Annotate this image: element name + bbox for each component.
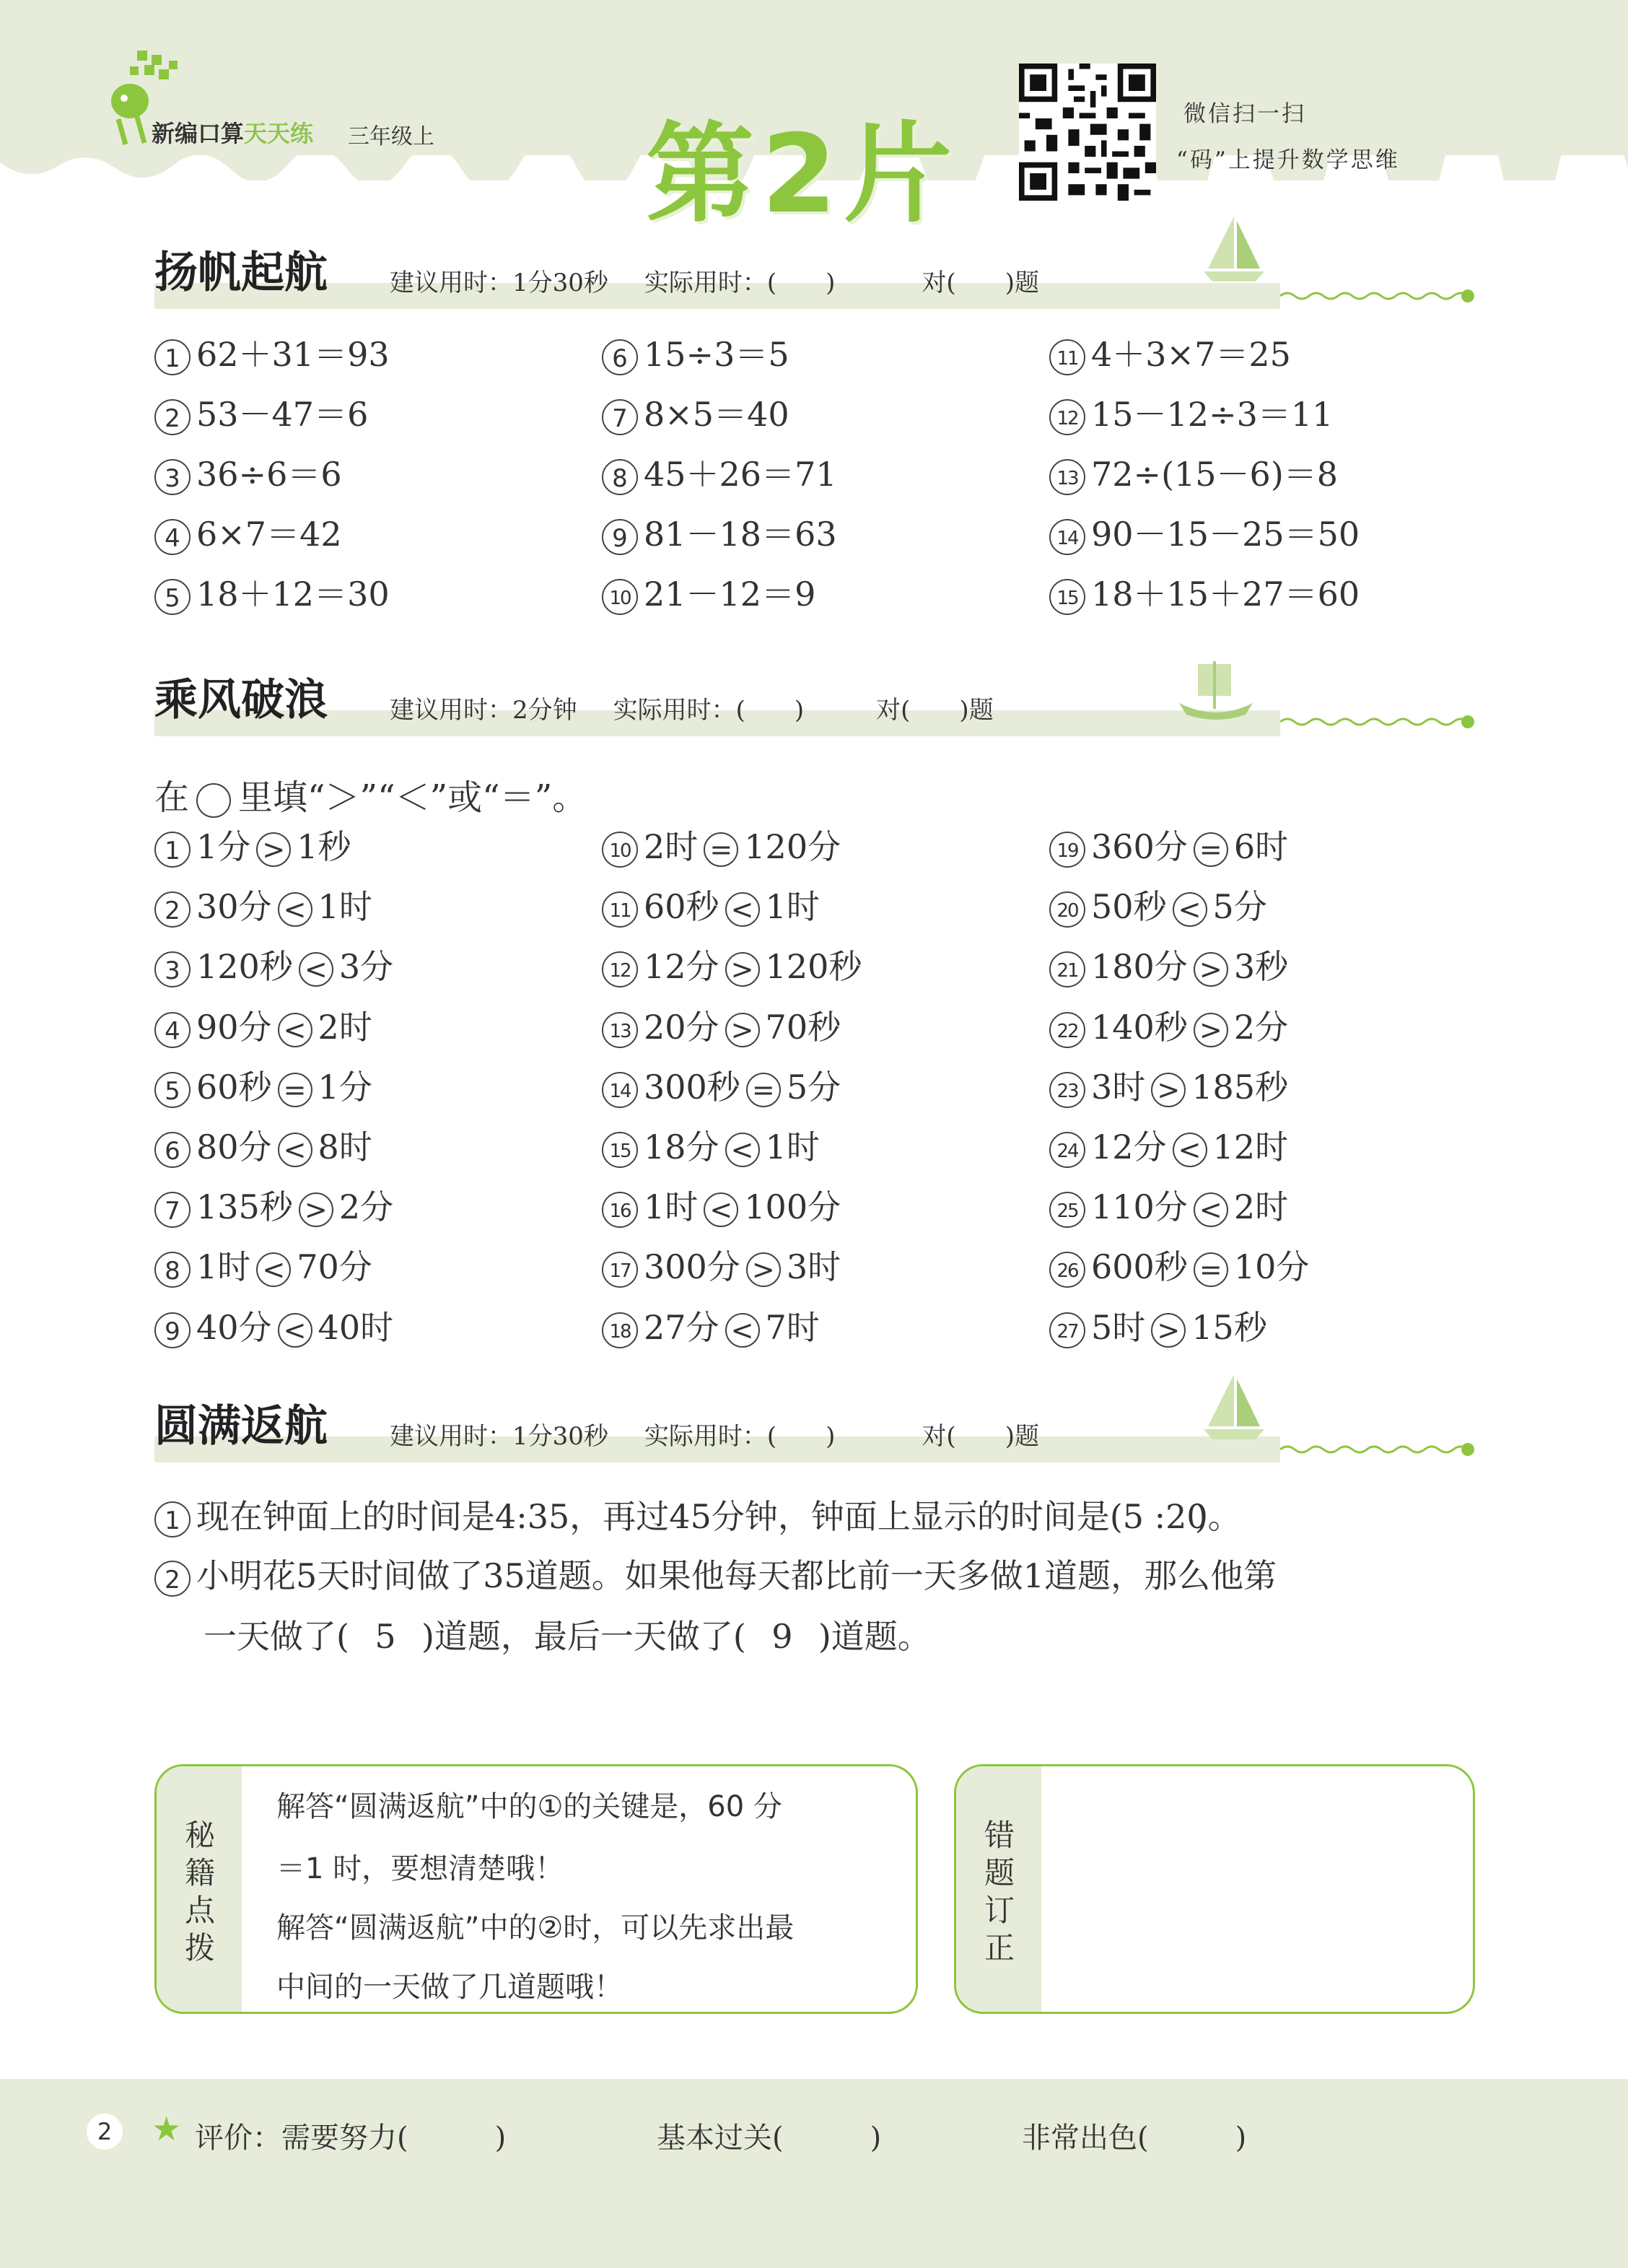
calc-item: [154, 395, 369, 435]
compare-circle[interactable]: [746, 1073, 781, 1107]
compare-left: 12分: [1091, 1128, 1167, 1166]
tip-line: 解答“圆满返航”中的①的关键是，60 分: [276, 1790, 782, 1823]
tips-label: 秘籍点拨: [184, 1818, 215, 1966]
item-number: 9: [154, 1312, 191, 1348]
item-number: 23: [1049, 1072, 1085, 1108]
compare-item: [602, 1307, 820, 1348]
compare-left: 12分: [644, 947, 719, 987]
compare-right: 2分: [338, 1187, 394, 1227]
compare-sign: >: [1199, 954, 1222, 986]
compare-right: 15秒: [1191, 1307, 1267, 1347]
item-number: 15: [602, 1132, 638, 1168]
item-number: 13: [1049, 459, 1085, 495]
calc-item: [602, 395, 789, 435]
calc-expression: 62＋31＝93: [196, 335, 390, 374]
item-number: 7: [154, 1192, 191, 1228]
star-icon: ★: [152, 2109, 182, 2148]
compare-right: 3时: [786, 1247, 841, 1287]
item-number: 18: [602, 1312, 638, 1348]
compare-circle[interactable]: [1194, 1192, 1228, 1227]
compare-left: 90分: [196, 1007, 272, 1047]
item-number: 6: [154, 1132, 191, 1168]
viking-ship-icon: [1176, 658, 1256, 723]
item-number: 1: [154, 1501, 191, 1538]
compare-left: 27分: [644, 1307, 719, 1347]
compare-sign: =: [283, 1073, 307, 1106]
eval-option-1: 评价：需要努力( ): [195, 2121, 507, 2155]
item-number: 11: [1049, 339, 1085, 375]
compare-right: 70分: [297, 1247, 372, 1287]
calc-expression: 8×5＝40: [644, 395, 789, 434]
compare-sign: >: [1157, 1314, 1181, 1346]
item-number: 2: [154, 399, 191, 435]
item-number: 10: [602, 832, 638, 868]
compare-item: [602, 887, 820, 928]
compare-item: [602, 1247, 841, 1288]
blank-circle-icon: [196, 783, 231, 818]
calc-item: [602, 335, 789, 375]
compare-item: [154, 1067, 372, 1108]
compare-right: 6时: [1233, 827, 1289, 866]
compare-circle[interactable]: [725, 1133, 760, 1167]
compare-right: 1秒: [297, 827, 351, 866]
item-number: 7: [602, 399, 638, 435]
calc-item: [1049, 515, 1360, 555]
page-title: 第2片: [646, 112, 960, 237]
compare-sign: <: [283, 894, 307, 926]
compare-sign: =: [1199, 1254, 1222, 1286]
calc-item: [154, 335, 390, 375]
compare-right: 120秒: [765, 947, 862, 987]
compare-circle[interactable]: [256, 832, 291, 867]
compare-left: 300分: [644, 1247, 740, 1287]
compare-item: [1049, 1307, 1267, 1348]
compare-circle[interactable]: [1194, 952, 1228, 987]
compare-item: [154, 1130, 372, 1168]
compare-right: 120分: [744, 827, 841, 866]
compare-left: 5时: [1091, 1307, 1146, 1347]
compare-left: 1时: [644, 1187, 699, 1227]
compare-right: 5分: [1212, 887, 1267, 927]
compare-sign: =: [709, 834, 733, 865]
calc-item: [602, 455, 837, 495]
compare-left: 120秒: [196, 947, 293, 987]
item-number: 27: [1049, 1312, 1085, 1348]
item-number: 26: [1049, 1252, 1085, 1288]
compare-sign: >: [730, 954, 754, 986]
compare-circle[interactable]: [278, 892, 312, 927]
compare-circle[interactable]: [299, 952, 333, 987]
sailboat-icon-2: [1198, 1371, 1270, 1444]
tip-line: 解答“圆满返航”中的②时，可以先求出最: [276, 1911, 795, 1945]
section-3-title: 圆满返航: [154, 1401, 328, 1452]
answer-blank: 9: [771, 1617, 793, 1656]
section-3-info: 建议用时：1分30秒 实际用时：( ) 对( )题: [390, 1422, 1039, 1451]
compare-item: [602, 1130, 820, 1168]
compare-left: 50秒: [1091, 887, 1167, 927]
compare-sign: <: [709, 1194, 733, 1226]
compare-circle[interactable]: [725, 1013, 760, 1047]
compare-sign: <: [262, 1254, 286, 1286]
compare-right: 12时: [1212, 1128, 1289, 1166]
item-number: 17: [602, 1252, 638, 1288]
compare-right: 1分: [318, 1067, 372, 1107]
item-number: 4: [154, 1012, 191, 1048]
item-number: 8: [154, 1252, 191, 1288]
compare-item: [602, 1067, 841, 1108]
compare-sign: >: [751, 1254, 775, 1286]
compare-right: 2分: [1233, 1007, 1289, 1047]
compare-right: 1时: [318, 887, 372, 927]
section-1-info: 建议用时：1分30秒 实际用时：( ) 对( )题: [390, 269, 1039, 297]
compare-left: 60秒: [644, 887, 719, 927]
compare-instruction: 在 里填“＞”“＜”或“＝”。: [154, 777, 587, 818]
compare-left: 1时: [196, 1247, 251, 1287]
item-number: 5: [154, 579, 191, 615]
compare-sign: >: [1199, 1013, 1222, 1046]
compare-sign: <: [304, 954, 328, 986]
compare-right: 2时: [1233, 1187, 1289, 1227]
calc-expression: 21－12＝9: [644, 575, 816, 614]
item-number: 20: [1049, 891, 1085, 928]
compare-circle[interactable]: [1194, 832, 1228, 867]
compare-left: 3时: [1091, 1067, 1146, 1107]
compare-item: [1049, 827, 1289, 868]
compare-circle[interactable]: [1151, 1073, 1186, 1107]
compare-circle[interactable]: [704, 832, 738, 867]
compare-right: 8时: [318, 1128, 372, 1166]
item-number: 1: [154, 832, 191, 868]
section-2-title: 乘风破浪: [154, 675, 328, 725]
page-number: 2: [87, 2114, 123, 2150]
compare-sign: =: [1199, 834, 1222, 865]
brand-name: 新编口算天天练: [152, 120, 314, 147]
compare-left: 1分: [196, 827, 251, 866]
tip-line: ＝1 时，要想清楚哦！: [276, 1852, 564, 1885]
calc-expression: 18＋12＝30: [196, 575, 390, 614]
compare-right: 3秒: [1233, 947, 1289, 987]
item-number: 19: [1049, 832, 1085, 868]
compare-circle[interactable]: [746, 1252, 781, 1287]
calc-expression: 15－12÷3＝11: [1091, 395, 1334, 434]
compare-item: [154, 887, 372, 928]
item-number: 9: [602, 519, 638, 555]
item-number: 6: [602, 339, 638, 375]
item-number: 8: [602, 459, 638, 495]
compare-item: [1049, 1247, 1310, 1288]
item-number: 22: [1049, 1012, 1085, 1048]
item-number: 2: [154, 1561, 191, 1597]
item-number: 14: [1049, 519, 1085, 555]
compare-circle[interactable]: [1194, 1013, 1228, 1047]
compare-item: [154, 1187, 394, 1228]
compare-left: 360分: [1091, 827, 1188, 866]
calc-item: [1049, 395, 1334, 435]
compare-right: 40时: [318, 1307, 394, 1347]
compare-left: 30分: [196, 887, 272, 927]
item-number: 3: [154, 951, 191, 987]
compare-circle[interactable]: [725, 1313, 760, 1348]
item-number: 21: [1049, 951, 1085, 987]
compare-circle[interactable]: [278, 1133, 312, 1167]
calc-expression: 6×7＝42: [196, 515, 342, 554]
compare-circle[interactable]: [278, 1013, 312, 1047]
section-3-wavy-line: [1280, 1439, 1475, 1460]
compare-sign: >: [262, 834, 286, 865]
compare-sign: >: [730, 1013, 754, 1046]
calc-expression: 15÷3＝5: [644, 335, 789, 374]
compare-sign: <: [283, 1314, 307, 1346]
calc-expression: 72÷(15－6)＝8: [1091, 455, 1339, 494]
compare-right: 1时: [765, 1128, 820, 1166]
compare-circle[interactable]: [1173, 892, 1207, 927]
compare-item: [154, 827, 351, 868]
compare-item: [154, 1307, 394, 1348]
compare-sign: <: [283, 1134, 307, 1166]
answer-blank: 5: [375, 1617, 396, 1656]
calc-expression: 45＋26＝71: [644, 455, 837, 494]
compare-sign: >: [1157, 1073, 1181, 1106]
calc-item: [154, 515, 342, 555]
item-number: 25: [1049, 1192, 1085, 1228]
calc-item: [602, 577, 815, 615]
compare-left: 110分: [1091, 1187, 1188, 1227]
footer-band: [0, 2079, 1628, 2268]
compare-right: 5分: [786, 1067, 841, 1107]
compare-left: 40分: [196, 1307, 272, 1347]
compare-left: 80分: [196, 1128, 272, 1166]
compare-right: 10分: [1233, 1247, 1310, 1287]
compare-item: [1049, 1067, 1289, 1108]
section-1-title: 扬帆起航: [154, 248, 328, 298]
grade-label: 三年级上: [348, 124, 434, 149]
calc-item: [154, 455, 342, 495]
compare-circle[interactable]: [256, 1252, 291, 1287]
compare-sign: <: [1199, 1194, 1222, 1226]
compare-left: 60秒: [196, 1067, 272, 1107]
compare-item: [1049, 1130, 1288, 1168]
compare-item: [602, 1007, 841, 1048]
error-correction-box[interactable]: [954, 1764, 1475, 2014]
error-label: 错题订正: [984, 1818, 1015, 1966]
section-2-wavy-line: [1280, 711, 1475, 733]
calc-expression: 90－15－25＝50: [1091, 515, 1360, 554]
compare-left: 18分: [644, 1128, 719, 1166]
wechat-slogan-text: “码”上提升数学思维: [1176, 147, 1400, 173]
calc-expression: 81－18＝63: [644, 515, 837, 554]
compare-right: 3分: [338, 947, 394, 987]
compare-item: [154, 1007, 372, 1048]
item-number: 11: [602, 891, 638, 928]
qr-code-icon: [1019, 64, 1156, 201]
calc-expression: 18＋15＋27＝60: [1091, 575, 1360, 614]
compare-circle[interactable]: [725, 952, 760, 987]
compare-circle[interactable]: [1173, 1133, 1207, 1167]
compare-left: 180分: [1091, 947, 1188, 987]
compare-left: 600秒: [1091, 1247, 1188, 1287]
compare-left: 135秒: [196, 1187, 293, 1227]
compare-item: [154, 947, 394, 987]
item-number: 12: [602, 951, 638, 987]
eval-option-2: 基本过关( ): [657, 2121, 882, 2155]
compare-left: 300秒: [644, 1067, 740, 1107]
item-number: 3: [154, 459, 191, 495]
calc-item: [1049, 455, 1339, 495]
compare-item: [1049, 887, 1267, 928]
tip-line: 中间的一天做了几道题哦！: [276, 1971, 623, 2004]
item-number: 2: [154, 891, 191, 928]
item-number: 4: [154, 519, 191, 555]
section-2-info: 建议用时：2分钟 实际用时：( ) 对( )题: [390, 696, 994, 725]
compare-circle[interactable]: [278, 1073, 312, 1107]
answer-blank: 5 :20: [1122, 1497, 1208, 1536]
section-1-wavy-line: [1280, 285, 1475, 307]
compare-item: [154, 1247, 372, 1288]
calc-expression: 4＋3×7＝25: [1091, 335, 1291, 374]
compare-item: [1049, 947, 1289, 987]
wechat-scan-text: 微信扫一扫: [1183, 101, 1306, 127]
item-number: 16: [602, 1192, 638, 1228]
calc-item: [154, 577, 390, 615]
compare-sign: <: [1178, 894, 1202, 926]
sailboat-icon: [1198, 214, 1270, 286]
item-number: 5: [154, 1072, 191, 1108]
compare-item: [602, 1187, 841, 1228]
compare-sign: <: [283, 1013, 307, 1046]
compare-sign: <: [1178, 1134, 1202, 1166]
compare-item: [1049, 1007, 1289, 1048]
calc-expression: 36÷6＝6: [196, 455, 342, 494]
eval-option-3: 非常出色( ): [1022, 2121, 1247, 2155]
compare-sign: <: [730, 894, 754, 926]
compare-left: 20分: [644, 1007, 719, 1047]
tips-box: [154, 1764, 918, 2014]
compare-item: [602, 827, 841, 868]
compare-left: 2时: [644, 827, 699, 866]
item-number: 1: [154, 339, 191, 375]
compare-circle[interactable]: [299, 1192, 333, 1227]
compare-sign: =: [751, 1073, 775, 1106]
compare-circle[interactable]: [1194, 1252, 1228, 1287]
word-problem-1: 1 现在钟面上的时间是4:35，再过45分钟，钟面上显示的时间是(5 :20)。: [154, 1500, 1241, 1538]
compare-item: [1049, 1187, 1289, 1228]
word-problem-2-line2: 一天做了( 5 )道题，最后一天做了( 9 )道题。: [204, 1617, 931, 1656]
item-number: 24: [1049, 1132, 1085, 1168]
item-number: 15: [1049, 579, 1085, 615]
compare-left: 140秒: [1091, 1007, 1188, 1047]
compare-circle[interactable]: [1151, 1313, 1186, 1348]
compare-right: 100分: [744, 1187, 841, 1227]
compare-sign: >: [304, 1194, 328, 1226]
calc-item: [602, 515, 837, 555]
compare-item: [602, 947, 862, 987]
compare-circle[interactable]: [278, 1313, 312, 1348]
compare-circle[interactable]: [704, 1192, 738, 1227]
compare-sign: <: [730, 1314, 754, 1346]
compare-right: 2时: [318, 1007, 372, 1047]
compare-sign: <: [730, 1134, 754, 1166]
word-problem-2: 2 小明花5天时间做了35道题。如果他每天都比前一天多做1道题，那么他第: [154, 1559, 1277, 1597]
compare-right: 185秒: [1191, 1067, 1289, 1107]
compare-right: 70秒: [765, 1007, 841, 1047]
item-number: 10: [602, 579, 638, 615]
calc-item: [1049, 335, 1291, 375]
compare-right: 1时: [765, 887, 820, 927]
compare-circle[interactable]: [725, 892, 760, 927]
item-number: 12: [1049, 399, 1085, 435]
item-number: 13: [602, 1012, 638, 1048]
calc-expression: 53－47＝6: [196, 395, 369, 434]
compare-right: 7时: [765, 1307, 820, 1347]
calc-item: [1049, 577, 1360, 615]
item-number: 14: [602, 1072, 638, 1108]
